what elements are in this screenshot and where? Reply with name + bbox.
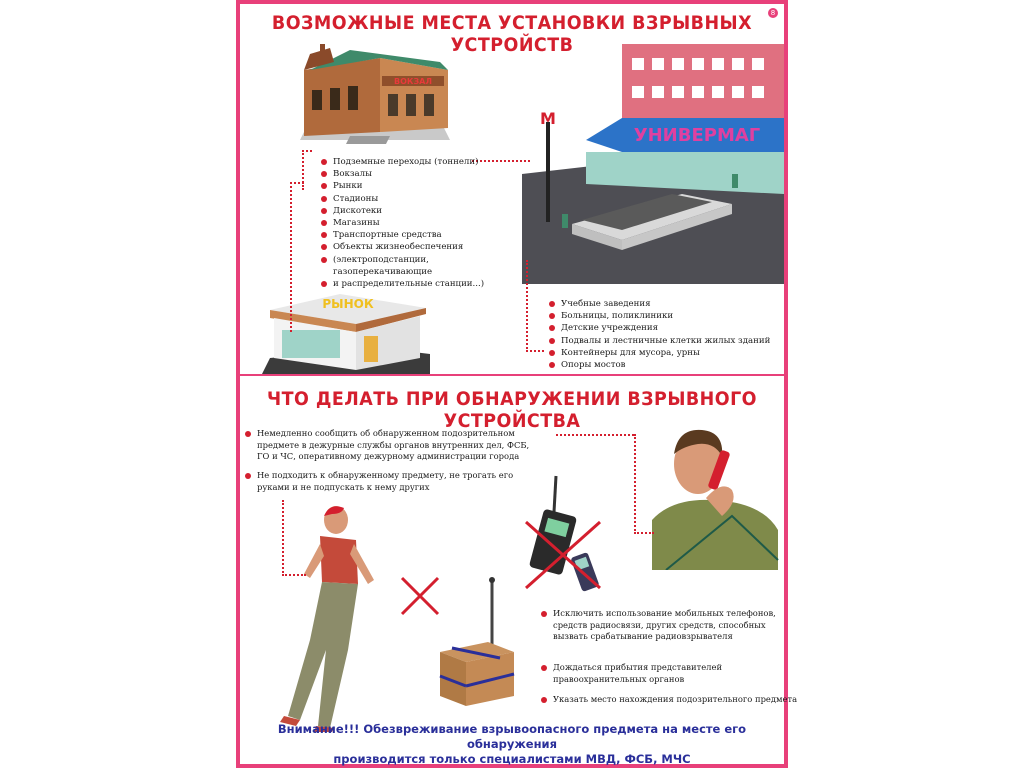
warning-text-line-1: Обезвреживание взрывоопасного предмета на месте его обнаружения	[359, 722, 747, 751]
list-item: Вокзалы	[320, 168, 530, 180]
market-sign: РЫНОК	[322, 297, 374, 311]
warning-label: Внимание!!!	[277, 722, 360, 736]
list-item: Объекты жизнеобеспечения	[320, 241, 530, 253]
top-title: ВОЗМОЖНЫЕ МЕСТА УСТАНОВКИ ВЗРЫВНЫХ УСТРОЙСТВ	[271, 12, 753, 56]
instruction-item: Дождаться прибытия представителей правоохранительных органов	[540, 662, 793, 685]
warning-text-line-2: производится только специалистами МВД, ФСБ, МЧС	[333, 752, 691, 766]
list-item: Больницы, поликлиники	[548, 310, 788, 322]
list-item: Дискотеки	[320, 205, 530, 217]
store-metro-illustration	[522, 44, 784, 284]
instruction-item: Не подходить к обнаруженному предмету, не трогать его руками и не подпускать к нему других	[244, 470, 517, 493]
radio-phone-illustration	[516, 472, 622, 612]
instruction-item: Немедленно сообщить об обнаруженном подозрительном предмете в дежурные службы органов внутренних дел, ФСБ, ГО и ЧС, оперативному дежурному администрации города	[244, 428, 537, 463]
page-number-badge: 8	[768, 8, 778, 18]
woman-illustration	[270, 500, 380, 732]
places-list-2	[548, 298, 788, 371]
bottom-panel	[236, 374, 798, 768]
metro-sign: М	[540, 109, 556, 128]
list-item: Транспортные средства	[320, 229, 530, 241]
list-item: Опоры мостов	[548, 359, 788, 371]
list-item: Контейнеры для мусора, урны	[548, 347, 788, 359]
top-panel	[236, 0, 788, 374]
list-item-continued: и распределительные станции...)	[320, 278, 530, 290]
list-item: Магазины	[320, 217, 530, 229]
instruction-item: Указать место нахождения подозрительного предмета	[540, 694, 803, 706]
list-item: Подземные переходы (тоннели)	[320, 156, 530, 168]
suspicious-package-illustration	[436, 576, 518, 708]
places-list	[320, 156, 530, 290]
list-item-continued: (электроподстанции, газоперекачивающие	[320, 254, 530, 278]
list-item: Подвалы и лестничные клетки жилых зданий	[548, 335, 788, 347]
station-illustration	[290, 40, 460, 152]
list-item: Рынки	[320, 180, 530, 192]
list-item: Стадионы	[320, 193, 530, 205]
warning-notice	[236, 722, 788, 767]
poster	[236, 0, 798, 768]
store-sign: УНИВЕРМАГ	[633, 125, 761, 146]
station-sign: ВОКЗАЛ	[394, 77, 432, 86]
list-item: Детские учреждения	[548, 322, 788, 334]
man-phone-illustration	[652, 420, 782, 570]
bottom-title: ЧТО ДЕЛАТЬ ПРИ ОБНАРУЖЕНИИ ВЗРЫВНОГО УСТРОЙСТВА	[266, 388, 758, 432]
instruction-item: Исключить использование мобильных телефонов, средств радиосвязи, других средств, способных вызвать срабатывание радиовзрывателя	[540, 608, 793, 643]
list-item: Учебные заведения	[548, 298, 788, 310]
